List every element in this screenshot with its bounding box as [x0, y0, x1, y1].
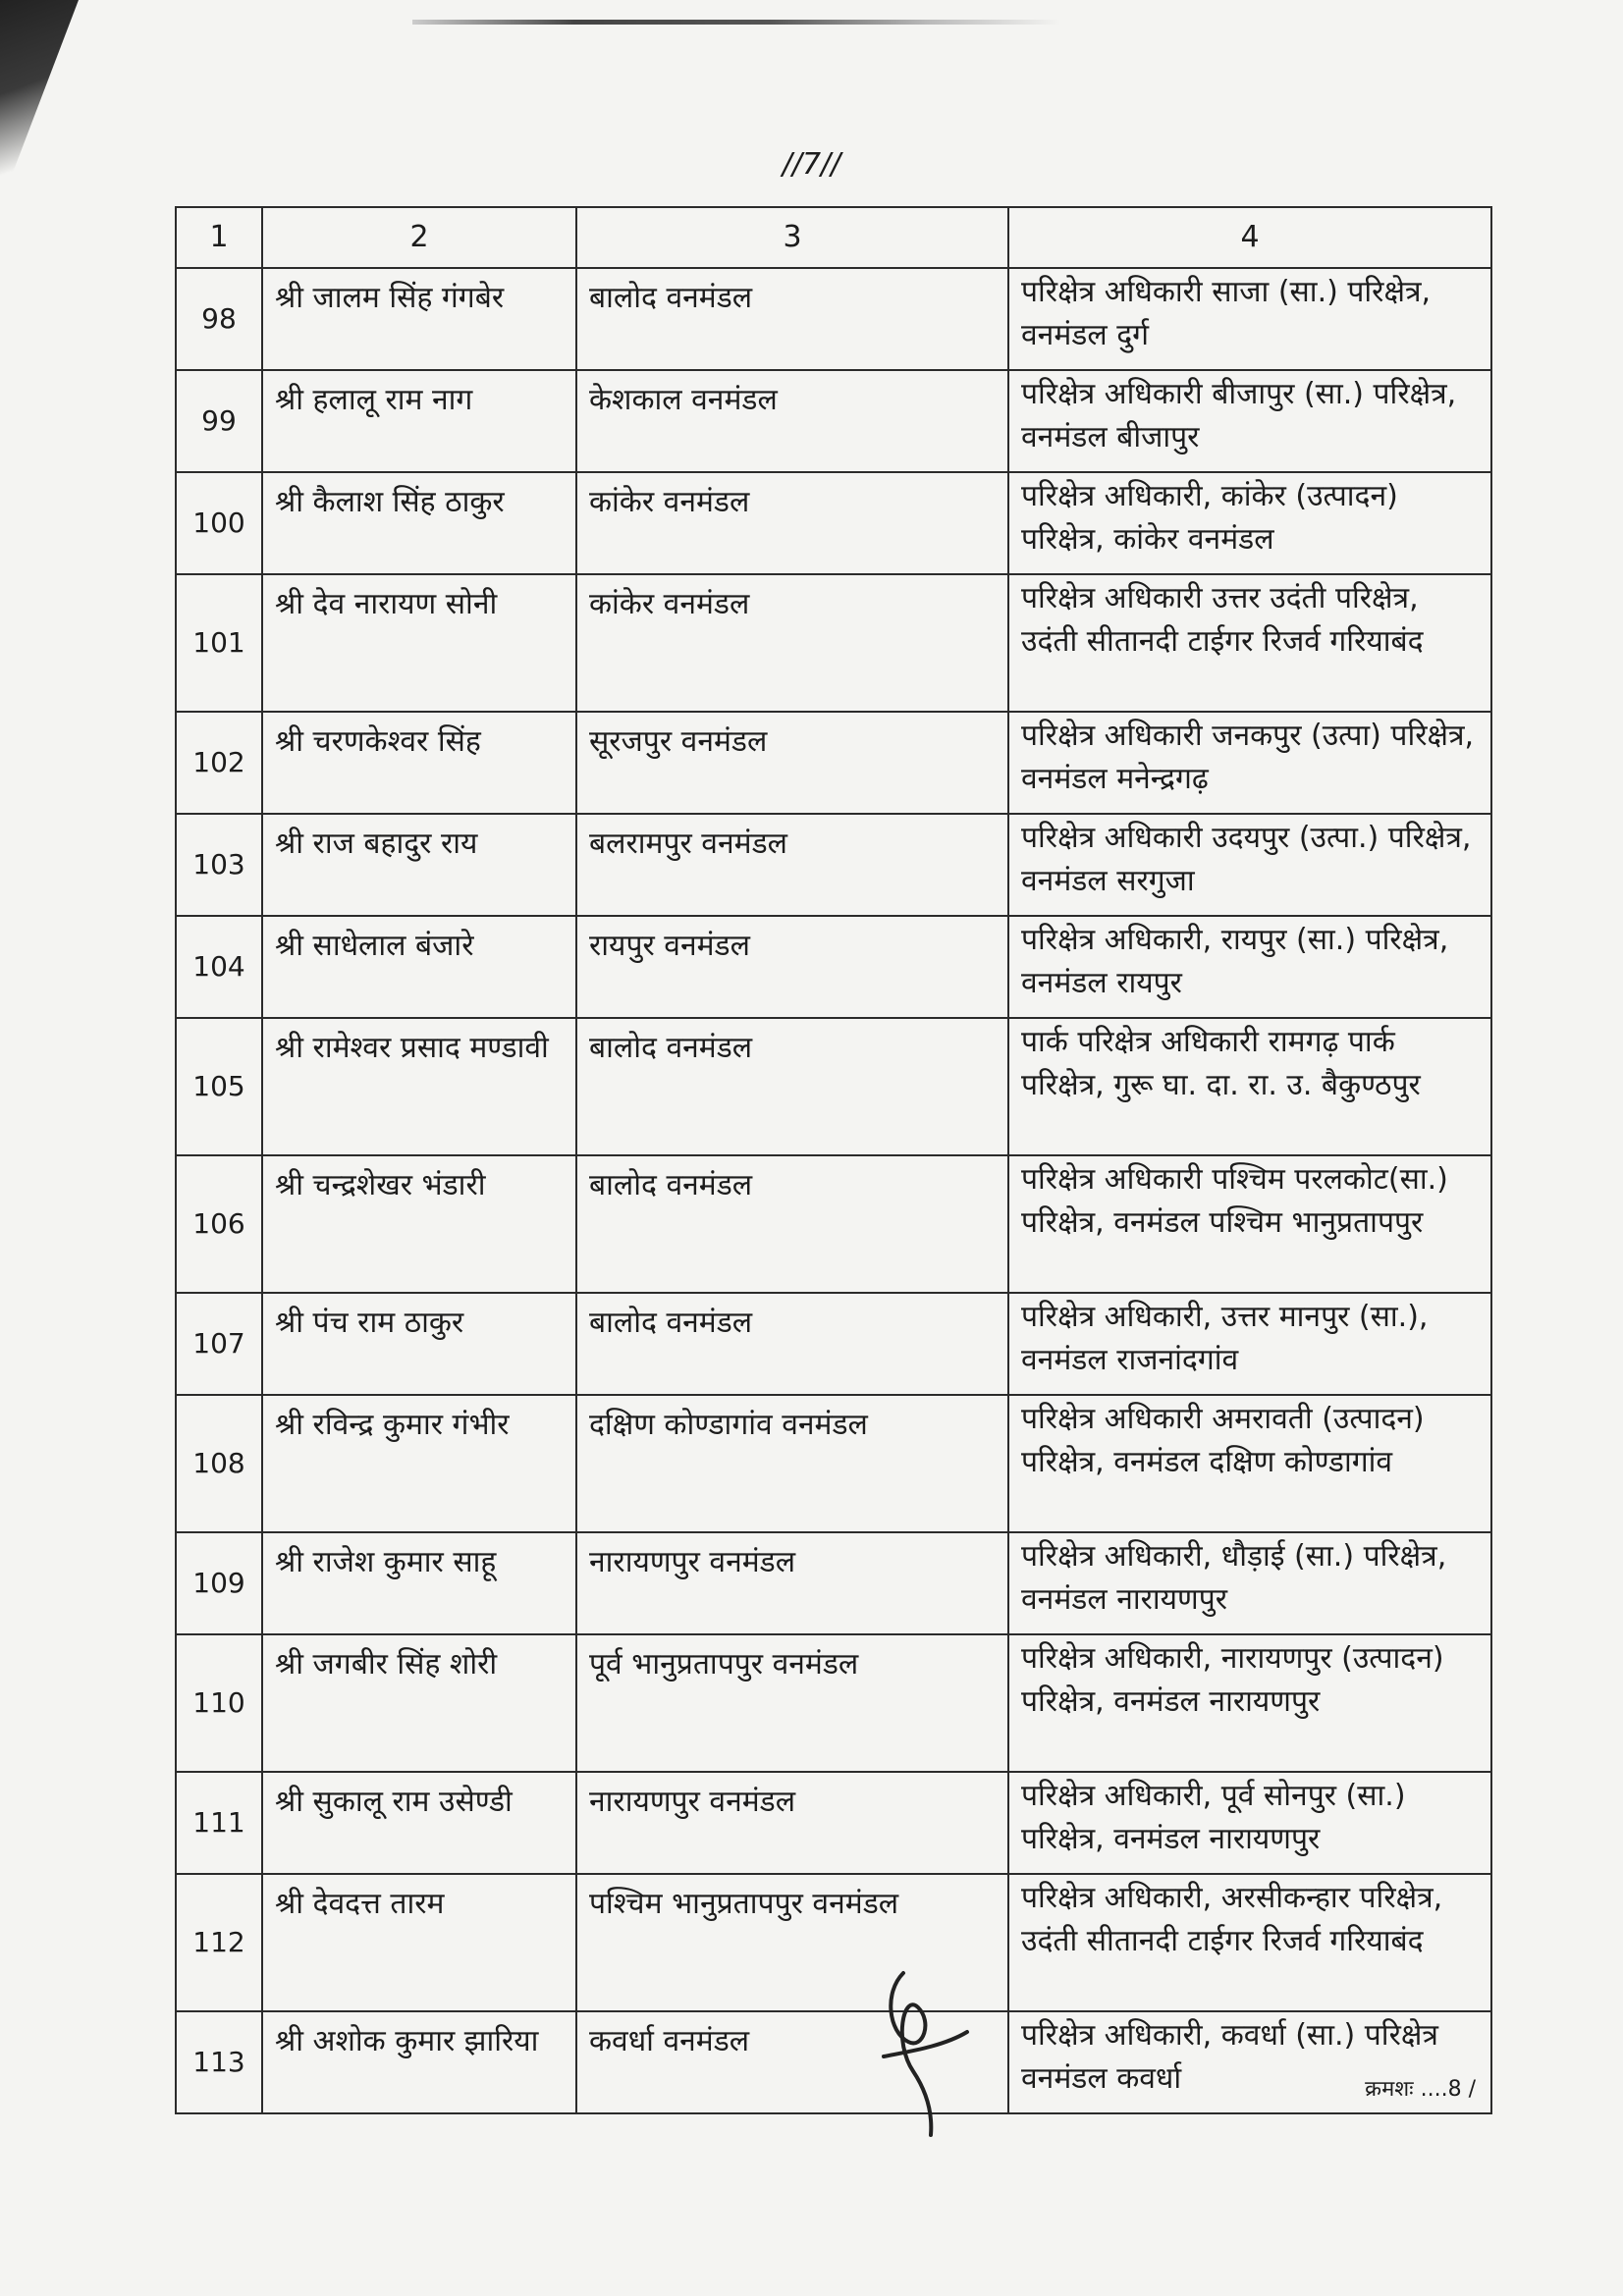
- new-posting: परिक्षेत्र अधिकारी उदयपुर (उत्पा.) परिक्षेत्र, वनमंडल सरगुजा: [1008, 814, 1491, 916]
- officer-name: श्री हलालू राम नाग: [262, 370, 576, 472]
- table-row: [176, 2011, 1491, 2113]
- current-division: बालोद वनमंडल: [576, 268, 1008, 370]
- table-row: [176, 1018, 1491, 1155]
- current-division: सूरजपुर वनमंडल: [576, 712, 1008, 814]
- new-posting: परिक्षेत्र अधिकारी, धौड़ाई (सा.) परिक्षेत्र, वनमंडल नारायणपुर: [1008, 1532, 1491, 1634]
- officer-name: श्री अशोक कुमार झारिया: [262, 2011, 576, 2113]
- new-posting: परिक्षेत्र अधिकारी, अरसीकन्हार परिक्षेत्र, उदंती सीतानदी टाईगर रिजर्व गरियाबंद: [1008, 1874, 1491, 2011]
- new-posting: परिक्षेत्र अधिकारी साजा (सा.) परिक्षेत्र, वनमंडल दुर्ग: [1008, 268, 1491, 370]
- table-row: [176, 1395, 1491, 1532]
- signature: [864, 1963, 982, 2140]
- current-division: नारायणपुर वनमंडल: [576, 1772, 1008, 1874]
- serial-number: 98: [176, 268, 262, 370]
- current-division: बालोद वनमंडल: [576, 1293, 1008, 1395]
- table-row: [176, 712, 1491, 814]
- current-division: पश्चिम भानुप्रतापपुर वनमंडल: [576, 1874, 1008, 2011]
- table-row: [176, 1293, 1491, 1395]
- officer-name: श्री कैलाश सिंह ठाकुर: [262, 472, 576, 574]
- header-row: [176, 207, 1491, 268]
- new-posting: पार्क परिक्षेत्र अधिकारी रामगढ़ पार्क परिक्षेत्र, गुरू घा. दा. रा. उ. बैकुण्ठपुर: [1008, 1018, 1491, 1155]
- serial-number: 113: [176, 2011, 262, 2113]
- current-division: बालोद वनमंडल: [576, 1018, 1008, 1155]
- serial-number: 111: [176, 1772, 262, 1874]
- current-division: नारायणपुर वनमंडल: [576, 1532, 1008, 1634]
- table-row: [176, 1874, 1491, 2011]
- new-posting: परिक्षेत्र अधिकारी, रायपुर (सा.) परिक्षेत्र, वनमंडल रायपुर: [1008, 916, 1491, 1018]
- officer-name: श्री पंच राम ठाकुर: [262, 1293, 576, 1395]
- scan-edge-mark: [412, 20, 1060, 25]
- serial-number: 103: [176, 814, 262, 916]
- serial-number: 109: [176, 1532, 262, 1634]
- serial-number: 112: [176, 1874, 262, 2011]
- column-header: 3: [576, 207, 1008, 268]
- serial-number: 108: [176, 1395, 262, 1532]
- continuation-note: क्रमशः ....8 /: [1365, 2077, 1476, 2102]
- serial-number: 105: [176, 1018, 262, 1155]
- column-header: 4: [1008, 207, 1491, 268]
- serial-number: 99: [176, 370, 262, 472]
- officer-name: श्री चरणकेश्वर सिंह: [262, 712, 576, 814]
- table-row: [176, 370, 1491, 472]
- officer-name: श्री जालम सिंह गंगबेर: [262, 268, 576, 370]
- serial-number: 102: [176, 712, 262, 814]
- new-posting: परिक्षेत्र अधिकारी अमरावती (उत्पादन) परिक्षेत्र, वनमंडल दक्षिण कोण्डागांव: [1008, 1395, 1491, 1532]
- current-division: पूर्व भानुप्रतापपुर वनमंडल: [576, 1634, 1008, 1772]
- table-row: [176, 916, 1491, 1018]
- officer-name: श्री साधेलाल बंजारे: [262, 916, 576, 1018]
- table-row: [176, 814, 1491, 916]
- column-header: 1: [176, 207, 262, 268]
- current-division: रायपुर वनमंडल: [576, 916, 1008, 1018]
- officer-name: श्री रविन्द्र कुमार गंभीर: [262, 1395, 576, 1532]
- serial-number: 110: [176, 1634, 262, 1772]
- officer-name: श्री राजेश कुमार साहू: [262, 1532, 576, 1634]
- serial-number: 101: [176, 574, 262, 712]
- officer-name: श्री सुकालू राम उसेण्डी: [262, 1772, 576, 1874]
- table-row: [176, 268, 1491, 370]
- table-row: [176, 472, 1491, 574]
- officer-name: श्री जगबीर सिंह शोरी: [262, 1634, 576, 1772]
- officer-name: श्री देवदत्त तारम: [262, 1874, 576, 2011]
- table-row: [176, 1772, 1491, 1874]
- new-posting: परिक्षेत्र अधिकारी जनकपुर (उत्पा) परिक्षेत्र, वनमंडल मनेन्द्रगढ़: [1008, 712, 1491, 814]
- current-division: दक्षिण कोण्डागांव वनमंडल: [576, 1395, 1008, 1532]
- new-posting: परिक्षेत्र अधिकारी, नारायणपुर (उत्पादन) परिक्षेत्र, वनमंडल नारायणपुर: [1008, 1634, 1491, 1772]
- current-division: केशकाल वनमंडल: [576, 370, 1008, 472]
- officer-name: श्री देव नारायण सोनी: [262, 574, 576, 712]
- serial-number: 100: [176, 472, 262, 574]
- new-posting: परिक्षेत्र अधिकारी, कांकेर (उत्पादन) परिक्षेत्र, कांकेर वनमंडल: [1008, 472, 1491, 574]
- new-posting: परिक्षेत्र अधिकारी पश्चिम परलकोट(सा.) परिक्षेत्र, वनमंडल पश्चिम भानुप्रतापपुर: [1008, 1155, 1491, 1293]
- serial-number: 104: [176, 916, 262, 1018]
- column-header: 2: [262, 207, 576, 268]
- current-division: कांकेर वनमंडल: [576, 472, 1008, 574]
- current-division: बालोद वनमंडल: [576, 1155, 1008, 1293]
- table-row: [176, 1634, 1491, 1772]
- serial-number: 106: [176, 1155, 262, 1293]
- officer-name: श्री रामेश्वर प्रसाद मण्डावी: [262, 1018, 576, 1155]
- new-posting: परिक्षेत्र अधिकारी, पूर्व सोनपुर (सा.) परिक्षेत्र, वनमंडल नारायणपुर: [1008, 1772, 1491, 1874]
- current-division: बलरामपुर वनमंडल: [576, 814, 1008, 916]
- officer-name: श्री राज बहादुर राय: [262, 814, 576, 916]
- table-row: [176, 574, 1491, 712]
- new-posting: परिक्षेत्र अधिकारी, कवर्धा (सा.) परिक्षेत्र वनमंडल कवर्धा: [1008, 2011, 1491, 2113]
- new-posting: परिक्षेत्र अधिकारी बीजापुर (सा.) परिक्षेत्र, वनमंडल बीजापुर: [1008, 370, 1491, 472]
- current-division: कांकेर वनमंडल: [576, 574, 1008, 712]
- table-row: [176, 1155, 1491, 1293]
- serial-number: 107: [176, 1293, 262, 1395]
- transfer-table: [175, 206, 1492, 2114]
- new-posting: परिक्षेत्र अधिकारी, उत्तर मानपुर (सा.), वनमंडल राजनांदगांव: [1008, 1293, 1491, 1395]
- page-number: //7//: [782, 147, 841, 182]
- current-division: कवर्धा वनमंडल: [576, 2011, 1008, 2113]
- new-posting: परिक्षेत्र अधिकारी उत्तर उदंती परिक्षेत्र, उदंती सीतानदी टाईगर रिजर्व गरियाबंद: [1008, 574, 1491, 712]
- officer-name: श्री चन्द्रशेखर भंडारी: [262, 1155, 576, 1293]
- table-row: [176, 1532, 1491, 1634]
